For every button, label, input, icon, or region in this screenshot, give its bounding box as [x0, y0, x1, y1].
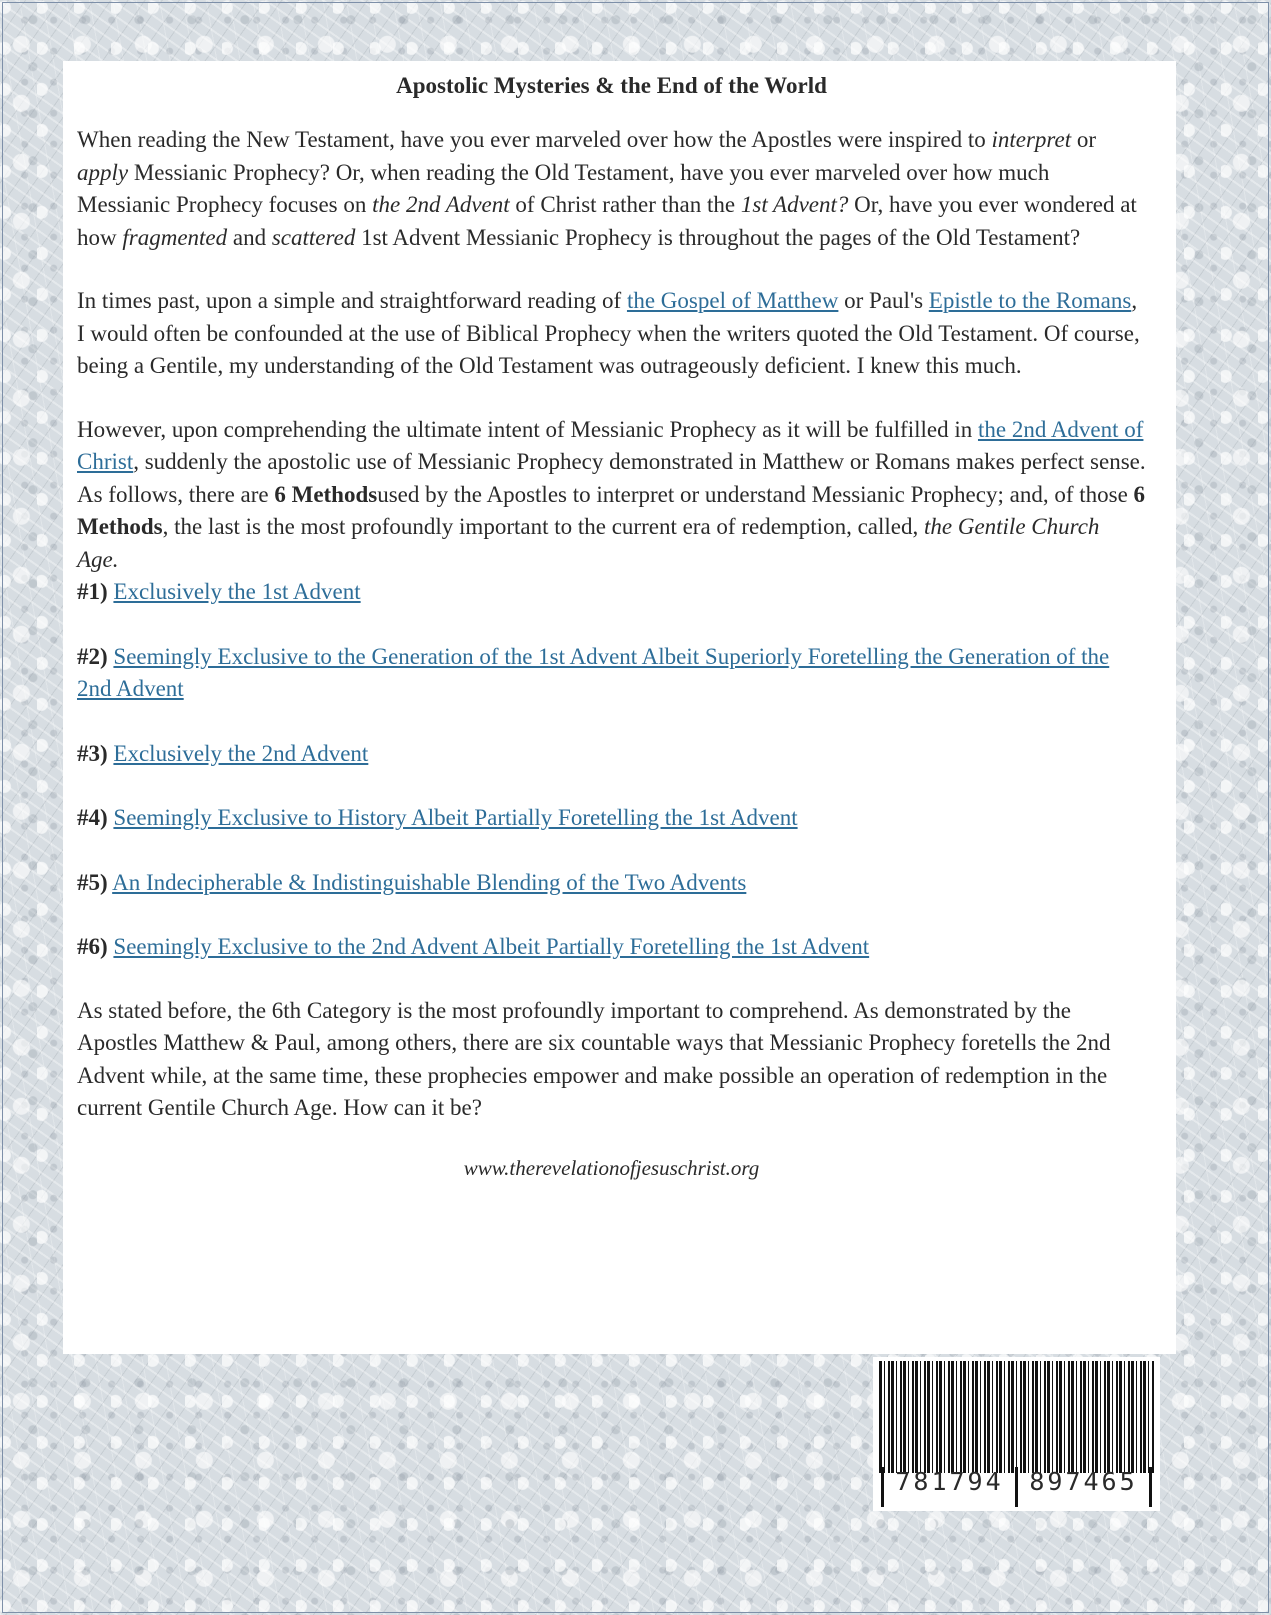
italic-scattered: scattered — [271, 224, 356, 250]
text-run: Messianic Prophecy? Or, when reading the Old Testament, have you ever marveled over how much Messianic Prophecy focuses on — [77, 159, 1050, 217]
method-number: #3) — [77, 740, 108, 766]
barcode-digits — [873, 1467, 1160, 1507]
method-link-5[interactable]: An Indecipherable & Indistinguishable Blending of the Two Advents — [112, 869, 747, 895]
third-paragraph — [77, 414, 1146, 577]
italic-1st-advent: 1st Advent? — [740, 192, 849, 217]
text-run: In times past, upon a simple and straightforward reading of — [77, 288, 627, 313]
isbn-barcode — [873, 1357, 1160, 1511]
method-number: #6) — [77, 934, 108, 959]
barcode-right-digits: 897465 — [1029, 1467, 1138, 1496]
barcode-guard-bar — [881, 1467, 884, 1507]
conclusion-paragraph: As stated before, the 6th Category is the most profoundly important to comprehend. As demonstrated by the Apostles Matthew & Paul, among others, there are six countable ways that Messianic Prophecy foretells the 2nd Advent while, at the same time, these prophecies empower and make possible an operation of redemption in the current Gentile Church Age. How can it be? — [77, 997, 1111, 1120]
bold-6-methods: 6 Methods — [77, 481, 1146, 539]
method-item-4 — [77, 802, 1146, 835]
method-item-2 — [77, 641, 1146, 706]
method-link-6[interactable]: Seemingly Exclusive to the 2nd Advent Albeit Partially Foretelling the 1st Advent — [113, 934, 870, 959]
method-item-1 — [77, 576, 1146, 609]
intro-paragraph — [77, 124, 1146, 254]
method-link-1[interactable]: Exclusively the 1st Advent — [113, 579, 361, 604]
barcode-guard-bar — [1015, 1467, 1018, 1507]
gospel-of-matthew-link[interactable]: the Gospel of Matthew — [626, 288, 839, 313]
barcode-bars — [879, 1361, 1154, 1473]
method-link-4[interactable]: Seemingly Exclusive to History Albeit Partially Foretelling the 1st Advent — [113, 805, 798, 830]
method-item-3 — [77, 738, 1146, 771]
content-panel — [63, 61, 1176, 1354]
text-run: , suddenly the apostolic use of Messianic Prophecy demonstrated in Matthew or Romans makes perfect sense. As follows, there are — [77, 449, 1146, 507]
italic-apply: apply — [77, 159, 129, 185]
italic-gentile-church-age: the Gentile Church Age. — [77, 514, 1100, 572]
text-run: , the last is the most profoundly important to the current era of redemption, called, — [162, 514, 924, 539]
text-run: When reading the New Testament, have you ever marveled over how the Apostles were inspired to — [77, 127, 992, 152]
method-link-3[interactable]: Exclusively the 2nd Advent — [113, 740, 369, 766]
text-run: 1st Advent Messianic Prophecy is throughout the pages of the Old Testament? — [355, 224, 1081, 250]
website-url: www.therevelationofjesuschrist.org — [463, 1155, 760, 1180]
text-run: and — [227, 224, 272, 250]
text-run: , I would often be confounded at the use of Biblical Prophecy when the writers quoted the Old Testament. Of course, being a Gentile, my understanding of the Old Testament was outrageously deficient. I knew this much. — [77, 288, 1140, 378]
text-run: However, upon comprehending the ultimate intent of Messianic Prophecy as it will be fulfilled in — [77, 416, 978, 442]
text-run: or Paul's — [838, 288, 929, 313]
document-title: Apostolic Mysteries & the End of the World — [396, 73, 827, 98]
methods-list — [77, 576, 1146, 964]
text-run: or — [1071, 127, 1097, 152]
epistle-to-romans-link[interactable]: Epistle to the Romans — [928, 288, 1132, 313]
text-run: of Christ rather than the — [509, 192, 741, 217]
italic-2nd-advent: the 2nd Advent — [372, 192, 510, 217]
barcode-guard-bar — [1149, 1467, 1152, 1507]
method-number: #1) — [77, 579, 108, 604]
method-number: #4) — [77, 805, 108, 830]
second-advent-link[interactable]: the 2nd Advent of Christ — [77, 416, 1144, 474]
method-number: #2) — [77, 643, 108, 669]
bold-6-methods: 6 Methods — [274, 481, 378, 507]
barcode-left-digits: 781794 — [895, 1467, 1004, 1496]
method-item-5 — [77, 867, 1146, 900]
method-item-6 — [77, 931, 1146, 964]
italic-fragmented: fragmented — [122, 224, 228, 250]
text-run: used by the Apostles to interpret or understand Messianic Prophecy; and, of those — [377, 481, 1134, 507]
method-link-2[interactable]: Seemingly Exclusive to the Generation of the 1st Advent Albeit Superiorly Foretelling the Generation of the 2nd Advent — [77, 643, 1110, 701]
method-number: #5) — [77, 869, 108, 895]
italic-interpret: interpret — [991, 127, 1072, 152]
second-paragraph — [77, 285, 1146, 383]
text-run: Or, have you ever wondered at how — [77, 192, 1137, 250]
